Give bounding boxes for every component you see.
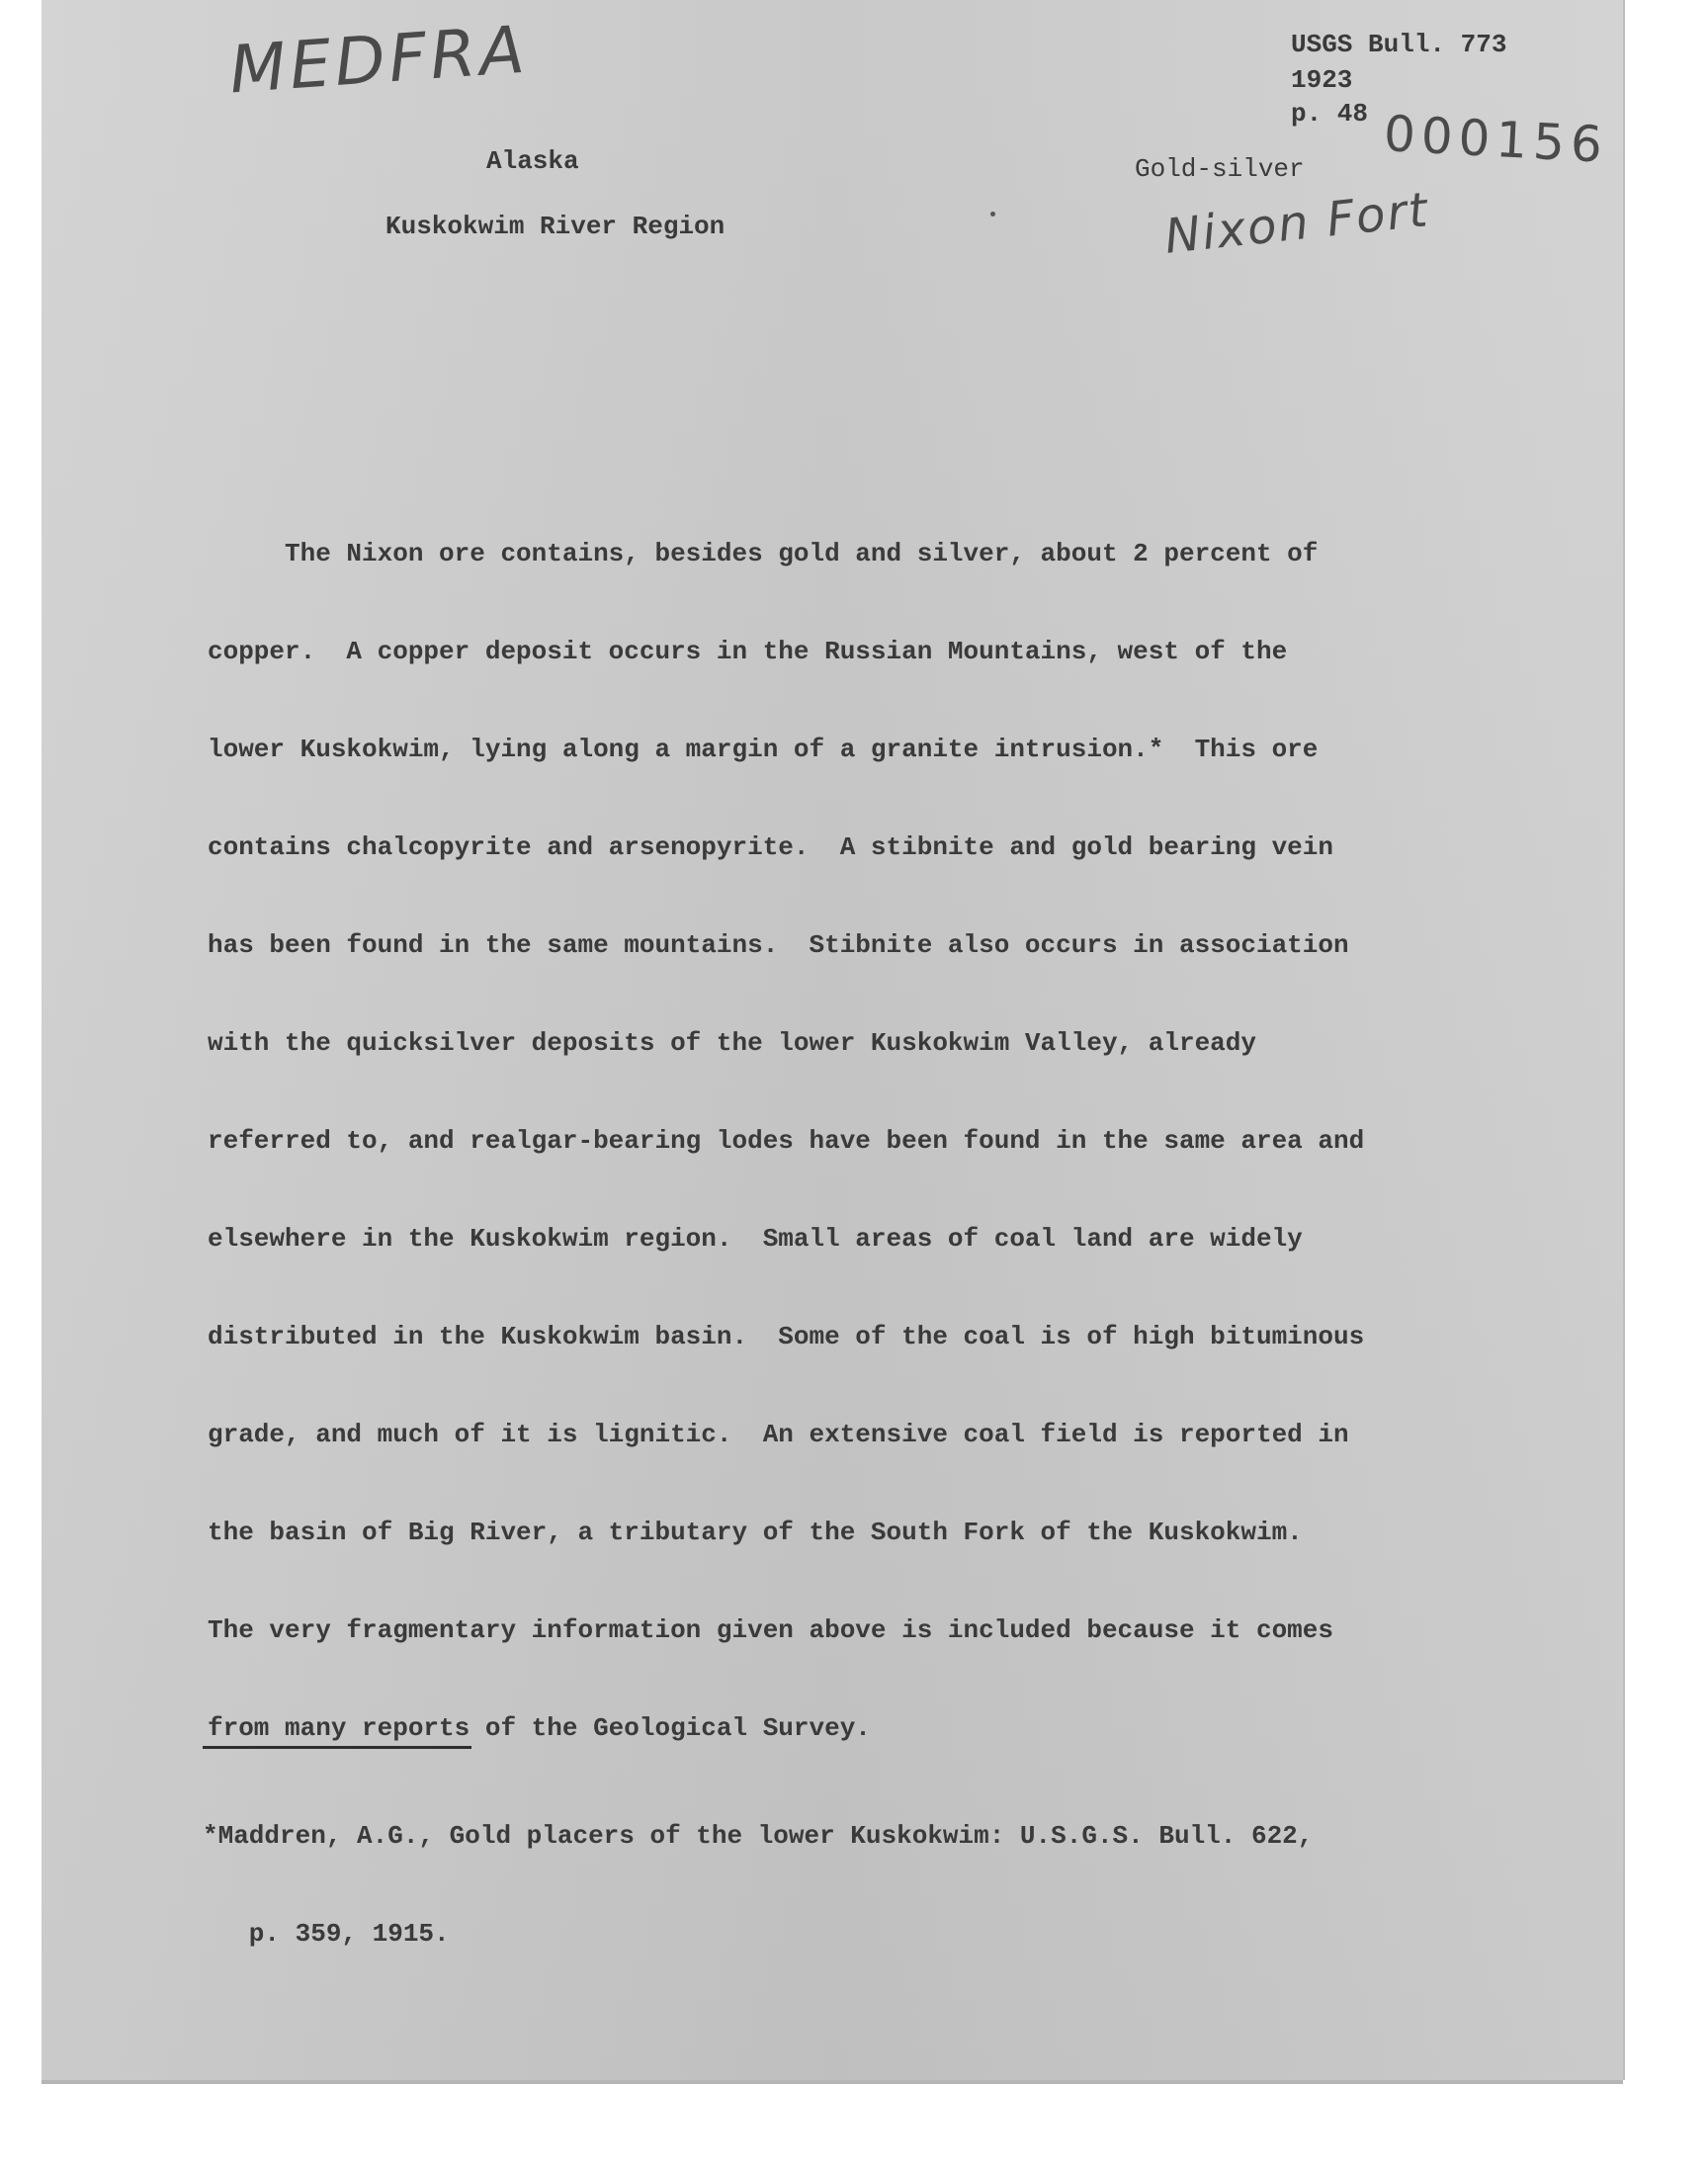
body-line: copper. A copper deposit occurs in the Russian Mountains, west of the [208,637,1288,666]
reference-page: p. 48 [1291,99,1369,129]
stray-dot [990,212,995,217]
footnote-rule [203,1746,471,1749]
body-line: distributed in the Kuskokwim basin. Some of the coal is of high bituminous [208,1322,1365,1351]
body-line: elsewhere in the Kuskokwim region. Small areas of coal land are widely [208,1224,1303,1254]
body-paragraph [208,473,1364,1778]
body-line: with the quicksilver deposits of the lower Kuskokwim Valley, already [208,1028,1256,1058]
page-edge-shadow [42,2080,1623,2084]
heading-commodity: Gold-silver [1135,154,1305,184]
handwritten-document-number: 000156 [1382,105,1610,174]
body-line: The Nixon ore contains, besides gold and silver, about 2 percent of [208,539,1319,568]
reference-year: 1923 [1291,65,1353,95]
body-line: lower Kuskokwim, lying along a margin of a granite intrusion.* This ore [208,735,1319,764]
handwritten-locality: Nixon Fort [1161,182,1432,265]
body-line: grade, and much of it is lignitic. An extensive coal field is reported in [208,1420,1349,1449]
body-line: has been found in the same mountains. Stibnite also occurs in association [208,930,1349,960]
footnote [203,1755,1313,1983]
heading-region: Kuskokwim River Region [385,212,726,241]
body-line: the basin of Big River, a tributary of the South Fork of the Kuskokwim. [208,1518,1303,1547]
footnote-line: p. 359, 1915. [203,1919,450,1949]
body-line: from many reports of the Geological Survey. [208,1713,871,1743]
body-line: referred to, and realgar-bearing lodes have been found in the same area and [208,1126,1365,1156]
handwritten-region-label: MEDFRA [226,11,531,109]
body-line: contains chalcopyrite and arsenopyrite. A stibnite and gold bearing vein [208,832,1333,862]
body-line: The very fragmentary information given above is included because it comes [208,1615,1333,1645]
reference-bulletin: USGS Bull. 773 [1291,30,1507,59]
footnote-line: *Maddren, A.G., Gold placers of the lower Kuskokwim: U.S.G.S. Bull. 622, [203,1821,1314,1851]
heading-state: Alaska [486,146,579,176]
